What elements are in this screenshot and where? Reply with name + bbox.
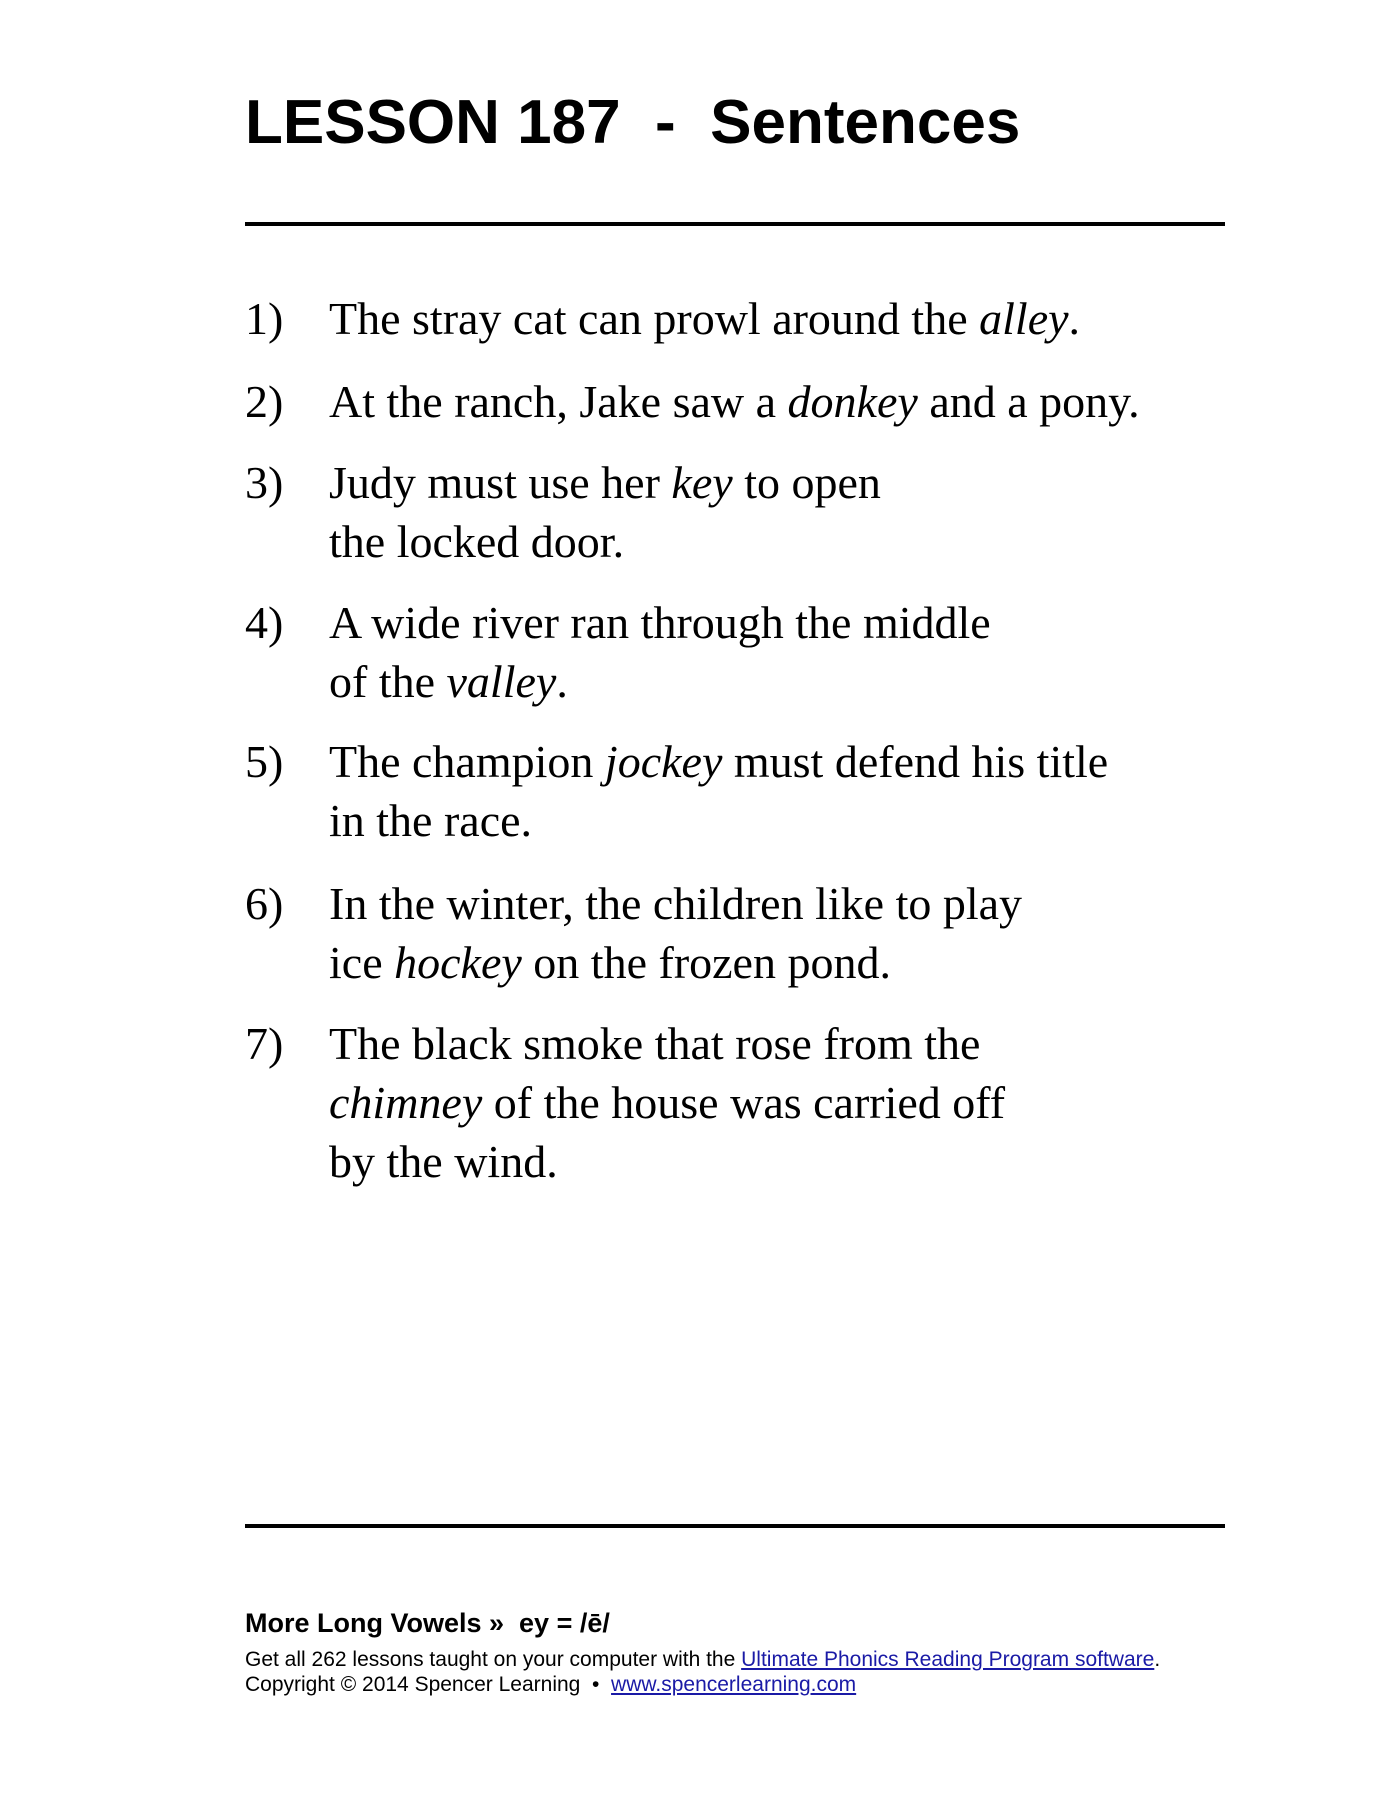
sentence-text: The black smoke that rose from the	[329, 1018, 981, 1069]
bottom-divider	[245, 1524, 1225, 1528]
target-word: donkey	[787, 376, 918, 427]
sentence-line	[329, 289, 1080, 348]
sentence-text: in the race.	[329, 795, 533, 846]
sentence-line	[329, 593, 991, 652]
sentence-line	[329, 791, 532, 850]
copyright-line	[245, 1673, 856, 1697]
sentence-line	[329, 652, 568, 711]
promo-text: Get all 262 lessons taught on your computer with the	[245, 1648, 742, 1671]
promo-suffix: .	[1154, 1648, 1161, 1671]
target-word: jockey	[604, 736, 723, 787]
sentence-line	[329, 732, 1108, 791]
sentence-text: to open	[732, 457, 881, 508]
target-word: key	[671, 457, 733, 508]
sentence-text: must defend his title	[722, 736, 1109, 787]
sentence-text: of the house was carried off	[482, 1077, 1006, 1128]
sentence-number: 2)	[245, 376, 284, 427]
sentence-text: by the wind.	[329, 1136, 558, 1187]
target-word: alley	[979, 293, 1069, 344]
sentence-text: The stray cat can prowl around the	[329, 293, 980, 344]
sentence-text: .	[556, 656, 568, 707]
target-word: hockey	[394, 937, 522, 988]
sentence-number: 6)	[245, 878, 284, 929]
sentence-line	[329, 1132, 558, 1191]
target-word: chimney	[329, 1077, 483, 1128]
sentence-text: In the winter, the children like to play	[329, 878, 1023, 929]
copyright-text: Copyright © 2014 Spencer Learning •	[245, 1673, 612, 1696]
sentence-text: At the ranch, Jake saw a	[329, 376, 788, 427]
sentence-text: Judy must use her	[329, 457, 672, 508]
sentence-line	[329, 1014, 980, 1073]
sentence-text: The champion	[329, 736, 605, 787]
sentence-number: 5)	[245, 736, 284, 787]
sentence-line	[329, 1073, 1005, 1132]
sentence-text: A wide river ran through the middle	[329, 597, 991, 648]
sentence-text: .	[1068, 293, 1081, 344]
sentence-line	[329, 512, 624, 571]
sentence-number: 4)	[245, 597, 284, 648]
sentence-number: 3)	[245, 457, 284, 508]
sentence-line	[329, 453, 881, 512]
sentence-text: ice	[329, 937, 395, 988]
target-word: valley	[446, 656, 557, 707]
website-link[interactable]: www.spencerlearning.com	[611, 1673, 857, 1696]
sentence-number: 1)	[245, 293, 284, 344]
page-title: LESSON 187 - Sentences	[245, 88, 1021, 157]
sentence-number: 7)	[245, 1018, 284, 1069]
top-divider	[245, 222, 1225, 226]
sentence-text: and a pony.	[917, 376, 1140, 427]
sentence-line	[329, 372, 1140, 431]
lesson-topic: More Long Vowels » ey = /ē/	[245, 1608, 610, 1638]
software-link[interactable]: Ultimate Phonics Reading Program software	[741, 1648, 1155, 1671]
sentence-text: the locked door.	[329, 516, 625, 567]
sentence-line	[329, 874, 1022, 933]
sentence-text: on the frozen pond.	[521, 937, 891, 988]
sentence-line	[329, 933, 891, 992]
sentence-text: of the	[329, 656, 447, 707]
promo-line	[245, 1648, 1160, 1672]
